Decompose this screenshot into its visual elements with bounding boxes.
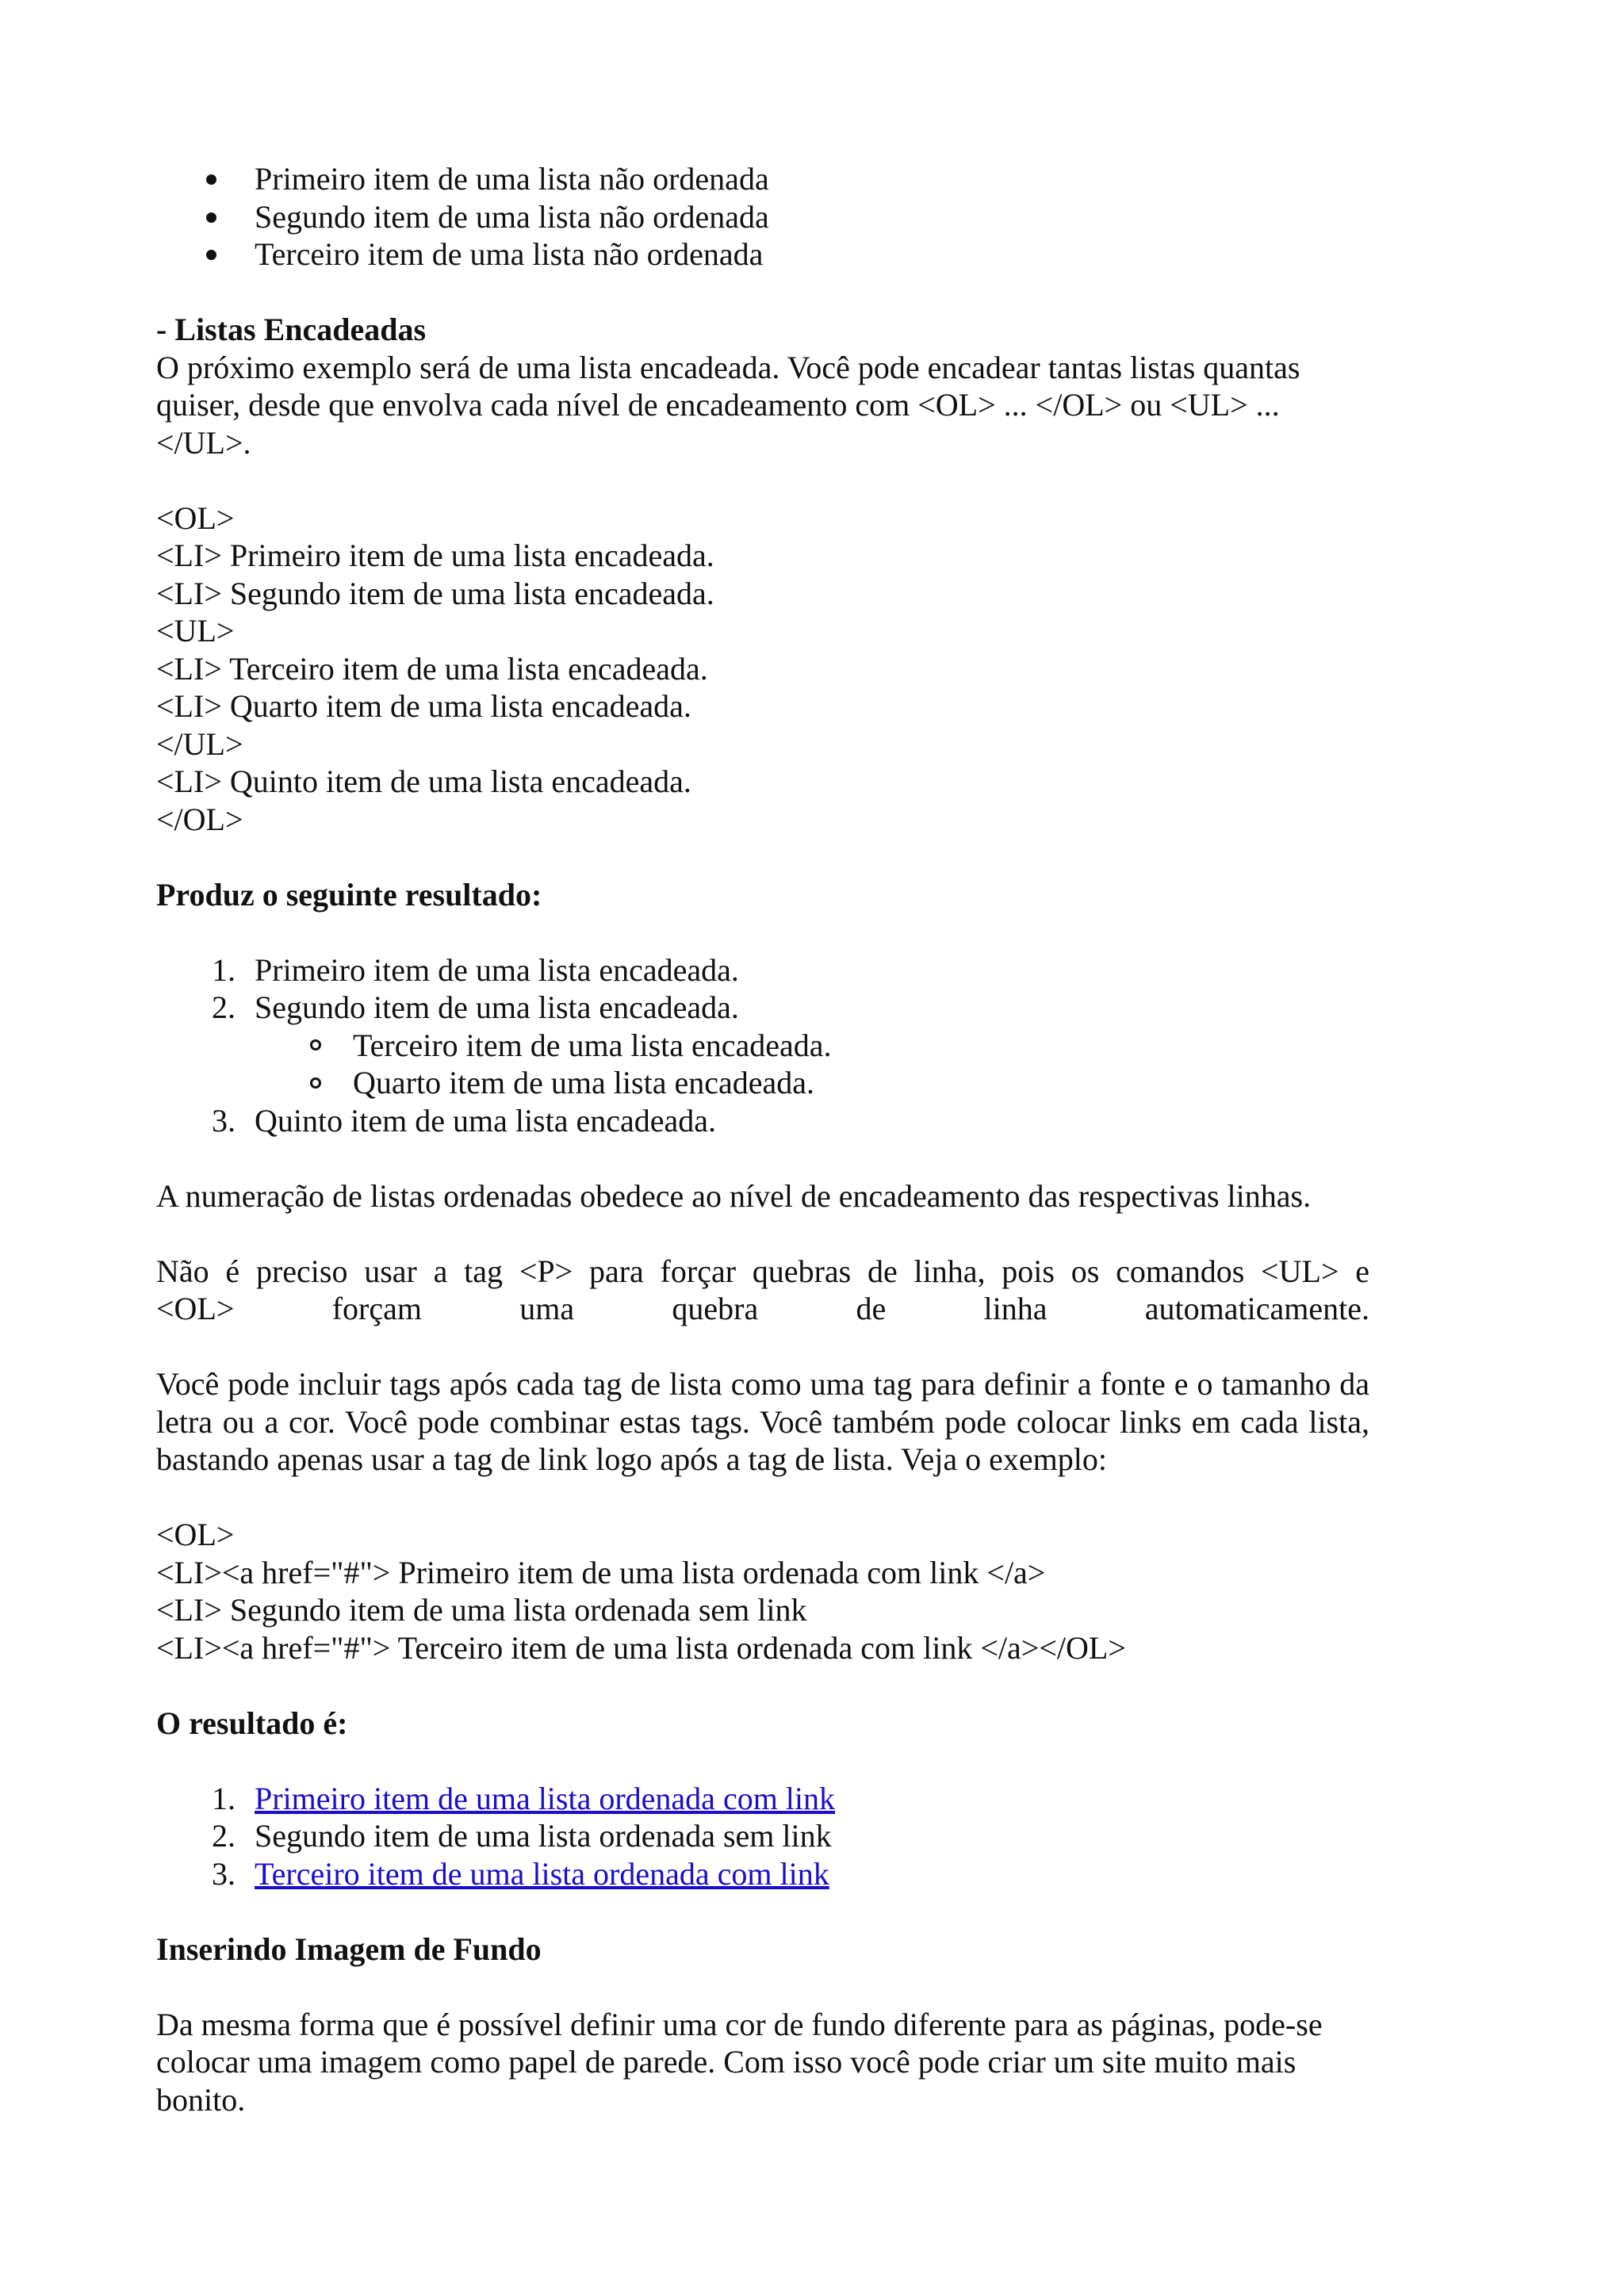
- nested-ordered-list-continued: [156, 1102, 1369, 1140]
- unordered-list: [156, 160, 1369, 274]
- bullet-icon: [156, 198, 216, 236]
- code-line: <LI> Quinto item de uma lista encadeada.: [156, 763, 691, 799]
- code-line: <LI> Segundo item de uma lista encadeada.: [156, 575, 714, 611]
- section-heading-background-image: Inserindo Imagem de Fundo: [156, 1931, 542, 1967]
- code-line: <LI><a href="#"> Terceiro item de uma lista ordenada com link </a></OL>: [156, 1629, 1126, 1666]
- line-break-note-line-2: <OL> forçam uma quebra de linha automaticamente.: [156, 1291, 1369, 1326]
- list-number: 2.: [212, 1818, 236, 1854]
- result-heading-links: O resultado é:: [156, 1705, 348, 1741]
- list-item: [156, 1780, 1369, 1818]
- list-link-third[interactable]: Terceiro item de uma lista ordenada com link: [255, 1855, 829, 1892]
- code-line: <OL>: [156, 499, 235, 536]
- code-line: <LI> Primeiro item de uma lista encadeada.: [156, 538, 714, 573]
- background-image-paragraph: Da mesma forma que é possível definir uma cor de fundo diferente para as páginas, pode-se colocar uma imagem como papel de parede. Com isso você pode criar um site muito mais bonito.: [156, 2006, 1323, 2118]
- code-line: <LI><a href="#"> Primeiro item de uma lista ordenada com link </a>: [156, 1554, 1046, 1590]
- code-line: <LI> Segundo item de uma lista ordenada sem link: [156, 1592, 807, 1628]
- code-line: <LI> Quarto item de uma lista encadeada.: [156, 688, 691, 724]
- tags-note: Você pode incluir tags após cada tag de lista como uma tag para definir a fonte e o tamanho da letra ou a cor. Você pode combinar estas tags. Você também pode colocar links em cada lista, bastando apenas usar a tag de link logo após a tag de lista. Veja o exemplo:: [156, 1366, 1369, 1477]
- list-item: Primeiro item de uma lista não ordenada: [156, 160, 1369, 198]
- list-item: Terceiro item de uma lista não ordenada: [156, 235, 1369, 274]
- code-line: </UL>: [156, 725, 243, 762]
- section-heading-nested-lists: - Listas Encadeadas: [156, 312, 427, 347]
- list-item: 2. Segundo item de uma lista encadeada.: [156, 989, 1369, 1027]
- nested-unordered-sublist: [156, 1027, 1369, 1102]
- list-number: 3.: [212, 1855, 236, 1892]
- code-line: <UL>: [156, 613, 235, 649]
- circle-bullet-icon: [156, 1064, 321, 1102]
- list-item: 1. Primeiro item de uma lista encadeada.: [156, 951, 1369, 989]
- list-item: Terceiro item de uma lista encadeada.: [156, 1027, 1369, 1065]
- list-item: Segundo item de uma lista não ordenada: [156, 198, 1369, 236]
- list-number: 1.: [212, 951, 236, 988]
- nested-ordered-list: [156, 951, 1369, 1027]
- list-number: 1.: [212, 1780, 236, 1816]
- circle-bullet-icon: [156, 1027, 321, 1065]
- list-number: 2.: [212, 989, 236, 1025]
- link-list-code-block: [156, 1516, 1369, 1667]
- line-break-note-line-1: Não é preciso usar a tag <P> para forçar quebras de linha, pois os comandos <UL> e: [156, 1253, 1369, 1289]
- code-line: <LI> Terceiro item de uma lista encadeada.: [156, 650, 708, 687]
- list-link-first[interactable]: Primeiro item de uma lista ordenada com link: [255, 1780, 836, 1816]
- numbering-note: A numeração de listas ordenadas obedece ao nível de encadeamento das respectivas linhas.: [156, 1177, 1312, 1214]
- list-item: Quarto item de uma lista encadeada.: [156, 1064, 1369, 1102]
- list-number: 3.: [212, 1102, 236, 1138]
- document-page: [156, 160, 1369, 2118]
- link-ordered-list: [156, 1780, 1369, 1893]
- bullet-icon: [156, 235, 216, 274]
- list-item: 2. Segundo item de uma lista ordenada sem link: [156, 1817, 1369, 1855]
- list-item: 3. Quinto item de uma lista encadeada.: [156, 1102, 1369, 1140]
- nested-lists-intro: O próximo exemplo será de uma lista encadeada. Você pode encadear tantas listas quantas quiser, desde que envolva cada nível de encadeamento com <OL> ... </OL> ou <UL> ... </UL>.: [156, 349, 1300, 461]
- nested-list-code-block: [156, 499, 1369, 839]
- list-item: [156, 1855, 1369, 1893]
- code-line: </OL>: [156, 801, 243, 837]
- result-heading-nested: Produz o seguinte resultado:: [156, 876, 542, 913]
- bullet-icon: [156, 160, 216, 198]
- code-line: <OL>: [156, 1517, 235, 1552]
